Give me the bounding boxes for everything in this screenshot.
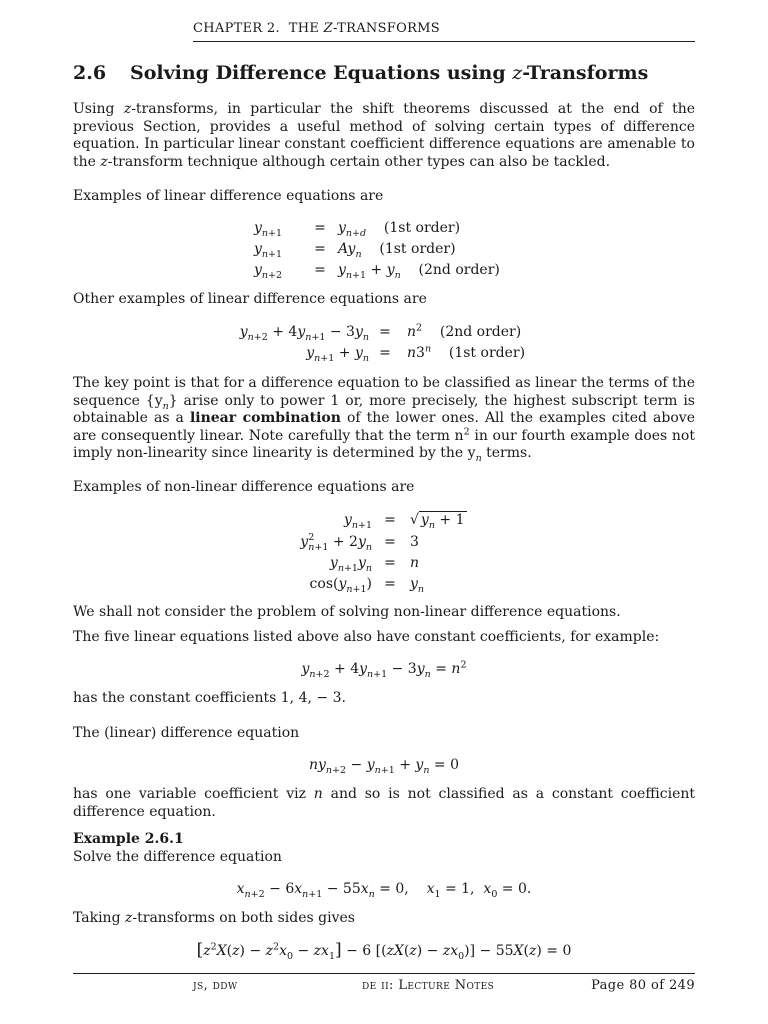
equation-lhs: $y_{n+1}$ [253,241,282,260]
equation-lhs: $y^2_{n+1} + 2y_n$ [300,532,372,553]
five-linear-text: The five linear equations listed above also have constant coefficients, for example: [73,629,660,645]
variable-coefficient-paragraph: has one variable coefficient viz n and so is not classified as a constant coefficient difference equation. [73,786,695,820]
key-point-text: The key point is that for a difference equation to be classified as linear the terms of the sequence {y [73,375,695,409]
taking-text: -transforms on both sides gives [132,910,355,926]
constant-coefficients-text: has the constant coefficients 1, 4, − 3. [73,690,346,706]
example-title: Example 2.6.1 [73,831,184,847]
key-point-paragraph: The key point is that for a difference equation to be classified as linear the terms of the sequence $\{y_n\}$ arise only to power 1 or, more precisely, the highest subscript term is obtainable as a linear combination of the lower ones. All the examples cited above are consequently linear. Note carefully that the term $n^2$ in our fourth example does not imply non-linearity since linearity is determined by the $y_n$ terms. [73,375,695,464]
equation-rhs: $Ay_n$ (1st order) [338,241,456,260]
equation-rel: = [384,555,396,571]
equation-rhs: n3$^n$ (1st order) [407,343,526,361]
equation-lhs: $y_{n+2} + 4y_{n+1} - 3y_n$ [239,324,369,343]
section-title: Solving Difference Equations using z-Transforms [130,62,649,84]
equation-lhs: $\cos(y_{n+1})$ [309,576,372,595]
equation-rel: = [379,345,391,361]
equation-rhs: $y_{n+d}$ (1st order) [338,220,461,239]
key-point-text: in our fourth example does not imply non-linearity since linearity is determined by the y [73,427,695,461]
equation-rel: = [314,220,326,236]
equation-rel: = [314,262,326,278]
equation-rhs: $y_{n+1} + y_n$ (2nd order) [338,262,500,281]
key-point-text: terms. [481,445,532,461]
equation-rhs: 3 [410,534,419,550]
variable-coefficient-equation: $ny_{n+2} - y_{n+1} + y_n = 0$ [308,757,459,776]
intro-paragraph: Using z-transforms, in particular the shift theorems discussed at the end of the previous Section, provides a useful method of solving certain types of difference equation. In particular linear constant coefficient difference equations are amenable to the z-transform technique although certain other types can also be tackled. [73,101,695,170]
section-number: 2.6 [73,62,107,84]
equation-rel: = [384,534,396,550]
equation-rel: = [384,576,396,592]
section-heading [73,62,648,84]
equation-lhs: $y_{n+1}$ [343,512,372,531]
footer-center: de ii: Lecture Notes [362,978,495,993]
equation-rel: = [314,241,326,257]
equation-rhs: √ $y_n + 1$ [410,512,465,531]
taking-text: Taking [73,910,125,926]
key-point-text: of the lower ones. All the examples cited above are consequently linear. Note carefully that the term n [73,410,695,444]
header-rule [193,41,695,42]
nonlinear-intro: Examples of non-linear difference equations are [73,479,415,495]
equation-rel: = [379,324,391,340]
equation-rel: = [384,512,396,528]
transformed-equation: $[z^2X(z) - z^2x_0 - zx_1] - 6$ $[(zX(z) - zx_0)] - 55X(z) = 0$ [196,940,572,962]
key-point-text: } arise only to power 1 or, more precisely, the highest subscript term is obtainable as a [73,392,695,426]
equation-lhs: $y_{n+1} + y_n$ [306,345,369,364]
equation-lhs: $y_{n+2}$ [253,262,282,281]
equation-rhs: $y_n$ [410,576,425,595]
equation-rhs: n [410,555,420,571]
footer-rule [73,973,695,974]
example-difference-equation: $x_{n+2} - 6x_{n+1} - 55x_n = 0$, $x_1 = 1$, $x_0 = 0$. [236,881,532,900]
constant-coefficient-equation: $y_{n+2} + 4y_{n+1} - 3y_n = n^2$ [301,659,467,680]
equation-lhs: $y_{n+1}y_n$ [329,555,372,574]
taking-transforms-text: Taking z-transforms on both sides gives [73,910,355,926]
other-linear-intro: Other examples of linear difference equations are [73,291,427,307]
solve-text: Solve the difference equation [73,849,282,865]
equation-lhs: $y_{n+1}$ [253,220,282,239]
linear-intro: Examples of linear difference equations are [73,188,384,204]
running-head [193,21,440,36]
running-head-text: CHAPTER 2. THE Z-TRANSFORMS [193,21,440,36]
linear-combination-term: linear combination [189,410,341,426]
linear-de-text: The (linear) difference equation [73,725,300,741]
not-consider-text: We shall not consider the problem of solving non-linear difference equations. [73,604,621,620]
variable-text: and so is not classified as a constant coefficient difference equation. [73,786,695,820]
footer-left: js, ddw [193,978,238,993]
variable-text: has one variable coefficient viz [73,786,314,802]
equation-rhs: $n^2$ (2nd order) [407,322,522,340]
footer-page-number: Page 80 of 249 [591,978,695,993]
